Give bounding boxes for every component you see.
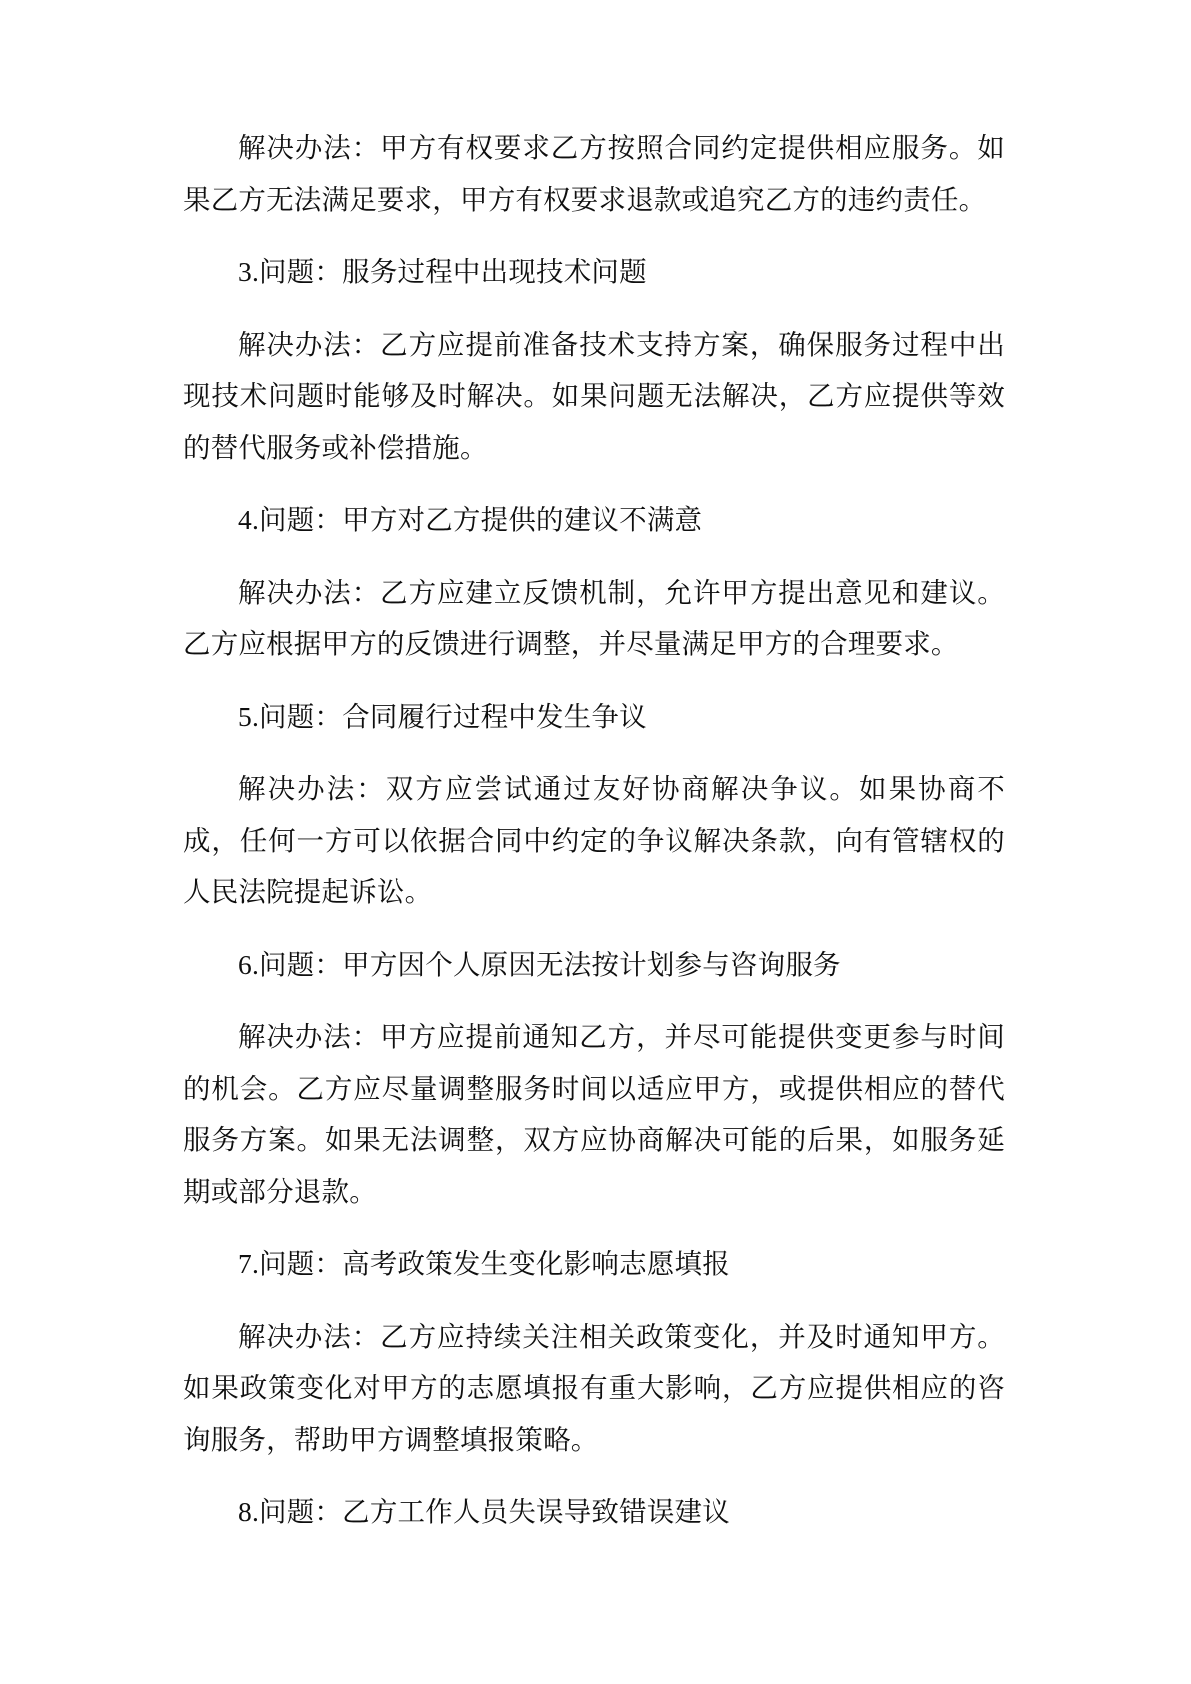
problem-heading-3: 3.问题：服务过程中出现技术问题 bbox=[238, 256, 647, 287]
problem-heading-5: 5.问题：合同履行过程中发生争议 bbox=[238, 700, 647, 732]
problem-heading-8: 8.问题：乙方工作人员失误导致错误建议 bbox=[238, 1496, 730, 1527]
document-body bbox=[183, 122, 1005, 1538]
solution-paragraph-5: 解决办法：双方应尝试通过友好协商解决争议。如果协商不成，任何一方可以依据合同中约定的争议解决条款，向有管辖权的人民法院提起诉讼。 bbox=[183, 773, 1005, 907]
solution-paragraph-2: 解决办法：甲方有权要求乙方按照合同约定提供相应服务。如果乙方无法满足要求，甲方有权要求退款或追究乙方的违约责任。 bbox=[183, 132, 1005, 215]
problem-heading-4: 4.问题：甲方对乙方提供的建议不满意 bbox=[238, 504, 703, 535]
problem-heading-6: 6.问题：甲方因个人原因无法按计划参与咨询服务 bbox=[238, 948, 841, 980]
solution-paragraph-4: 解决办法：乙方应建立反馈机制，允许甲方提出意见和建议。乙方应根据甲方的反馈进行调整，并尽量满足甲方的合理要求。 bbox=[183, 576, 1005, 659]
solution-paragraph-3: 解决办法：乙方应提前准备技术支持方案，确保服务过程中出现技术问题时能够及时解决。如果问题无法解决，乙方应提供等效的替代服务或补偿措施。 bbox=[183, 328, 1005, 463]
solution-paragraph-6: 解决办法：甲方应提前通知乙方，并尽可能提供变更参与时间的机会。乙方应尽量调整服务时间以适应甲方，或提供相应的替代服务方案。如果无法调整，双方应协商解决可能的后果，如服务延期或部分退款。 bbox=[183, 1021, 1005, 1207]
solution-paragraph-7: 解决办法：乙方应持续关注相关政策变化，并及时通知甲方。如果政策变化对甲方的志愿填报有重大影响，乙方应提供相应的咨询服务，帮助甲方调整填报策略。 bbox=[183, 1320, 1005, 1455]
problem-heading-7: 7.问题：高考政策发生变化影响志愿填报 bbox=[238, 1248, 730, 1279]
